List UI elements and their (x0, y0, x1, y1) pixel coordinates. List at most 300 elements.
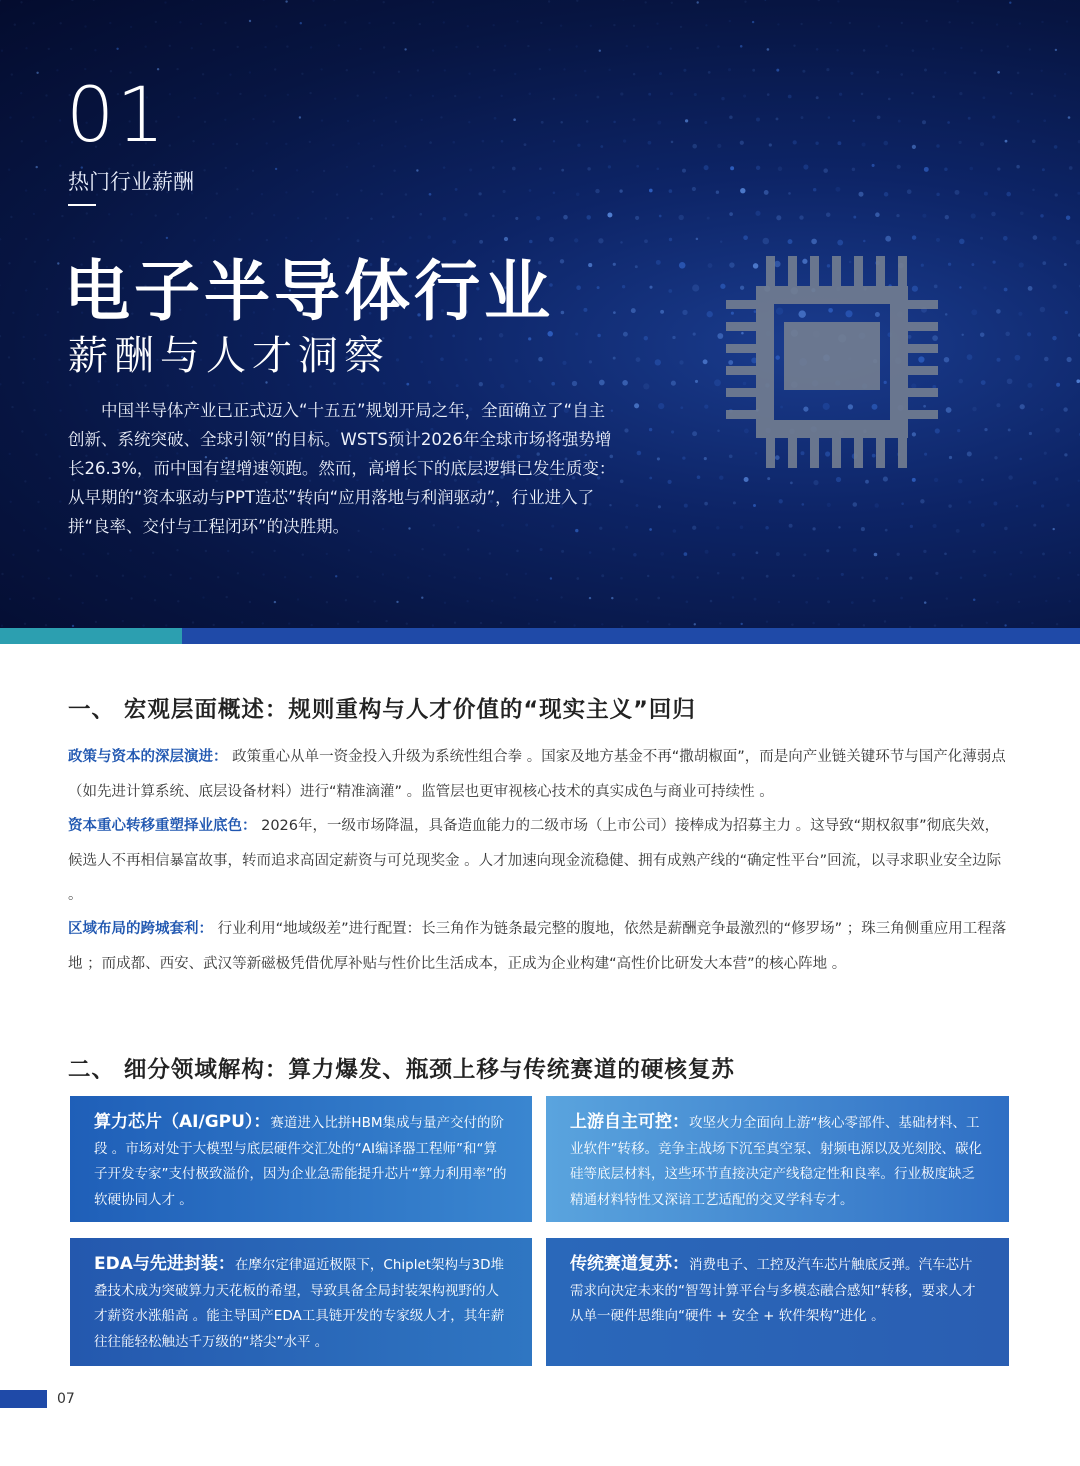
background-dot (480, 622, 482, 624)
background-dot (660, 552, 664, 556)
background-dot (72, 625, 74, 627)
background-dot (301, 73, 303, 75)
background-dot (358, 142, 360, 144)
background-dot (885, 236, 891, 242)
background-dot (636, 165, 639, 168)
background-dot (169, 144, 171, 146)
background-dot (779, 499, 783, 503)
background-dot (540, 548, 543, 551)
card-text: 赛道进入比拼HBM集成与量产交付的阶段 。市场对处于大模型与底层硬件交汇处的“AI编译器工程师”和“算子开发专家”支付极致溢价，因为企业急需能提升芯片“算力利用率”的软硬协同人才 。 (94, 1115, 507, 1208)
background-dot (204, 121, 206, 123)
background-dot (823, 168, 828, 173)
background-dot (590, 25, 592, 27)
background-dot (226, 596, 228, 598)
background-dot (649, 189, 653, 193)
section-label: 热门行业薪酬 (68, 170, 194, 194)
background-dot (538, 357, 543, 362)
background-dot (1017, 72, 1020, 75)
background-dot (884, 192, 889, 197)
background-dot (261, 193, 263, 195)
background-dot (22, 575, 24, 577)
background-dot (443, 166, 446, 169)
background-dot (503, 190, 506, 193)
background-dot (922, 214, 926, 218)
background-dot (622, 0, 624, 1)
background-dot (576, 45, 578, 47)
background-dot (837, 240, 843, 246)
background-dot (744, 477, 749, 482)
background-dot (428, 575, 430, 577)
background-dot (740, 623, 742, 625)
background-dot (467, 548, 469, 550)
background-dot (816, 96, 819, 99)
background-dot (649, 286, 652, 289)
background-dot (813, 188, 816, 191)
background-dot (443, 554, 445, 556)
background-dot (740, 188, 745, 193)
background-dot (288, 622, 290, 624)
background-dot (57, 311, 59, 313)
background-dot (971, 309, 977, 315)
background-dot (179, 21, 181, 23)
background-dot (800, 23, 802, 25)
background-dot (705, 550, 709, 554)
background-dot (464, 213, 467, 216)
background-dot (300, 22, 302, 24)
background-dot (396, 601, 398, 603)
background-dot (264, 46, 266, 48)
background-dot (789, 524, 793, 528)
background-dot (176, 68, 178, 70)
background-dot (623, 332, 628, 337)
background-dot (777, 23, 779, 25)
background-dot (275, 168, 277, 170)
background-dot (45, 140, 47, 142)
background-dot (1020, 404, 1025, 409)
background-dot (649, 528, 652, 531)
background-dot (1052, 236, 1056, 240)
background-dot (285, 143, 287, 145)
background-dot (827, 600, 830, 603)
background-dot (644, 239, 648, 243)
background-dot (302, 554, 304, 556)
background-dot (489, 358, 492, 361)
background-dot (900, 597, 903, 600)
background-dot (1029, 432, 1032, 435)
background-dot (850, 72, 853, 75)
background-dot (286, 45, 288, 47)
background-dot (728, 68, 731, 71)
background-dot (959, 286, 961, 288)
background-dot (813, 480, 818, 485)
background-dot (587, 167, 590, 170)
background-dot (1033, 481, 1037, 485)
background-dot (465, 358, 468, 361)
background-dot (528, 623, 530, 625)
background-dot (936, 144, 939, 147)
background-dot (515, 217, 518, 220)
background-dot (347, 120, 349, 122)
background-dot (635, 216, 639, 220)
background-dot (803, 164, 808, 169)
background-dot (393, 22, 395, 24)
background-dot (86, 212, 88, 214)
background-dot (897, 553, 900, 556)
background-dot (683, 69, 686, 72)
background-dot (981, 523, 985, 527)
background-dot (636, 504, 639, 507)
background-dot (108, 213, 110, 215)
background-dot (608, 69, 611, 72)
background-dot (1, 625, 3, 627)
background-dot (776, 552, 780, 556)
background-dot (24, 480, 26, 482)
card-ai-gpu (70, 1096, 532, 1222)
background-dot (896, 214, 899, 217)
background-dot (370, 551, 372, 553)
background-dot (802, 70, 805, 73)
background-dot (753, 504, 756, 507)
background-dot (717, 144, 721, 148)
background-dot (946, 407, 952, 413)
background-dot (93, 0, 95, 1)
background-dot (697, 1, 699, 3)
background-dot (48, 48, 50, 50)
background-dot (262, 622, 264, 624)
background-dot (1054, 145, 1058, 149)
background-dot (863, 49, 866, 52)
background-dot (577, 144, 580, 147)
background-dot (1063, 407, 1067, 411)
background-dot (910, 525, 913, 528)
background-dot (996, 601, 998, 603)
background-dot (45, 94, 47, 96)
background-dot (981, 380, 986, 385)
background-dot (992, 260, 995, 263)
background-dot (885, 45, 888, 48)
background-dot (192, 621, 194, 623)
background-dot (717, 429, 720, 432)
background-dot (373, 165, 375, 167)
background-dot (812, 622, 815, 625)
background-dot (729, 20, 731, 22)
background-dot (1040, 214, 1043, 217)
background-dot (678, 215, 683, 220)
background-dot (911, 92, 913, 94)
background-dot (778, 601, 780, 603)
background-dot (287, 384, 289, 386)
background-dot (528, 337, 531, 340)
background-dot (901, 22, 903, 24)
background-dot (1054, 94, 1057, 97)
background-dot (20, 92, 22, 94)
background-dot (932, 47, 935, 50)
background-dot (613, 311, 616, 314)
background-dot (766, 575, 769, 578)
paragraph-lead: 资本重心转移重塑择业底色： (68, 818, 257, 834)
background-dot (792, 574, 795, 577)
background-dot (693, 333, 696, 336)
background-dot (398, 71, 400, 73)
background-dot (970, 167, 974, 171)
background-dot (513, 118, 516, 121)
background-dot (504, 45, 506, 47)
background-dot (763, 238, 770, 245)
background-dot (767, 48, 770, 51)
background-dot (680, 406, 683, 409)
background-dot (333, 0, 335, 1)
background-dot (9, 116, 11, 118)
paragraph-text: 2026年，一级市场降温，具备造血能力的二级市场（上市公司）接棒成为招募主力 。这导致“期权叙事”彻底失效，候选人不再相信暴富故事，转而追求高固定薪资与可兑现奖金 。人才加速向现金流稳健、拥有成熟产线的“确定性平台”回流，以寻求职业安全边际 。 (68, 818, 1002, 903)
background-dot (525, 573, 527, 575)
background-dot (811, 239, 817, 245)
card-title: EDA与先进封装： (94, 1254, 235, 1274)
background-dot (669, 189, 673, 193)
background-dot (1041, 504, 1044, 507)
background-dot (673, 529, 677, 533)
background-dot (622, 285, 625, 288)
background-dot (704, 457, 707, 460)
background-dot (1008, 428, 1011, 431)
background-dot (554, 621, 556, 623)
background-dot (1066, 215, 1070, 219)
background-dot (853, 502, 858, 507)
background-dot (239, 93, 241, 95)
background-dot (714, 379, 721, 386)
background-dot (109, 22, 111, 24)
background-dot (656, 167, 659, 170)
background-dot (145, 46, 147, 48)
background-dot (539, 68, 541, 70)
background-dot (394, 554, 396, 556)
section1-heading: 一、 宏观层面概述：规则重构与人才价值的“现实主义”回归 (68, 697, 696, 723)
background-dot (620, 577, 623, 580)
background-dot (539, 167, 542, 170)
background-dot (252, 118, 254, 120)
background-dot (874, 553, 878, 557)
background-dot (454, 576, 456, 578)
background-dot (776, 117, 779, 120)
background-dot (191, 47, 193, 49)
background-dot (265, 381, 267, 383)
background-dot (333, 382, 336, 385)
background-dot (1010, 92, 1013, 95)
background-dot (374, 600, 376, 602)
background-dot (671, 2, 673, 4)
background-dot (636, 357, 641, 362)
background-dot (968, 501, 971, 504)
background-dot (1, 573, 3, 575)
background-dot (275, 25, 277, 27)
background-dot (455, 188, 458, 191)
background-dot (468, 73, 470, 75)
background-dot (346, 166, 348, 168)
background-dot (177, 213, 179, 215)
background-dot (1018, 601, 1020, 603)
background-dot (888, 98, 891, 101)
background-dot (11, 73, 13, 75)
background-dot (611, 597, 613, 599)
background-dot (1029, 48, 1031, 50)
background-dot (512, 167, 516, 171)
background-dot (730, 166, 734, 170)
background-dot (655, 359, 661, 365)
paragraph-policy-capital (68, 740, 1012, 809)
background-dot (752, 69, 755, 72)
accent-band-blue (182, 628, 1080, 644)
background-dot (383, 46, 385, 48)
background-dot (1042, 552, 1045, 555)
background-dot (516, 20, 518, 22)
background-dot (934, 624, 936, 626)
background-dot (359, 48, 361, 50)
background-dot (608, 165, 611, 168)
background-dot (225, 167, 227, 169)
background-dot (684, 552, 688, 556)
background-dot (11, 406, 13, 408)
background-dot (936, 238, 940, 242)
background-dot (694, 623, 696, 625)
background-dot (884, 141, 889, 146)
background-dot (933, 524, 937, 528)
background-dot (984, 192, 988, 196)
background-dot (8, 169, 10, 171)
background-dot (874, 503, 879, 508)
background-dot (527, 45, 529, 47)
background-dot (382, 573, 384, 575)
background-dot (1017, 120, 1020, 123)
background-dot (194, 97, 196, 99)
background-dot (296, 169, 298, 171)
background-dot (37, 549, 39, 551)
background-dot (203, 169, 205, 171)
background-dot (361, 383, 364, 386)
background-dot (1020, 551, 1023, 554)
background-dot (619, 189, 622, 192)
background-dot (788, 95, 792, 99)
background-dot (325, 217, 327, 219)
background-dot (1041, 21, 1043, 23)
background-dot (493, 69, 495, 71)
background-dot (213, 624, 215, 626)
background-dot (1032, 140, 1036, 144)
background-dot (420, 361, 423, 364)
background-dot (1064, 73, 1066, 75)
background-dot (21, 430, 23, 432)
background-dot (419, 23, 421, 25)
background-dot (972, 550, 975, 553)
background-dot (1008, 475, 1012, 479)
background-dot (177, 600, 179, 602)
background-dot (956, 529, 960, 533)
background-dot (980, 237, 983, 240)
background-dot (958, 141, 961, 144)
background-dot (1018, 312, 1022, 316)
background-dot (251, 212, 253, 214)
background-dot (440, 357, 444, 361)
background-dot (685, 119, 688, 122)
background-dot (130, 213, 132, 215)
background-dot (541, 121, 544, 124)
background-dot (920, 499, 924, 503)
background-dot (25, 47, 27, 49)
background-dot (213, 49, 215, 51)
background-dot (647, 46, 649, 48)
page-subtitle: 薪酬与人才洞察 (68, 333, 390, 379)
background-dot (815, 142, 818, 145)
background-dot (82, 553, 84, 555)
background-dot (129, 549, 131, 551)
background-dot (668, 623, 670, 625)
paragraph-lead: 政策与资本的深层演进： (68, 749, 228, 765)
background-dot (563, 68, 565, 70)
background-dot (37, 314, 39, 316)
background-dot (326, 601, 328, 603)
background-dot (170, 574, 172, 576)
background-dot (71, 0, 73, 1)
background-dot (968, 117, 971, 120)
background-dot (961, 334, 963, 336)
background-dot (548, 0, 550, 2)
background-dot (769, 143, 772, 146)
background-dot (405, 193, 408, 196)
background-dot (649, 428, 652, 431)
background-dot (574, 238, 578, 242)
background-dot (598, 238, 603, 243)
background-dot (528, 380, 531, 383)
background-dot (406, 623, 408, 625)
background-dot (648, 93, 651, 96)
background-dot (912, 235, 916, 239)
background-dot (586, 215, 591, 220)
background-dot (960, 576, 963, 579)
background-dot (309, 92, 311, 94)
background-dot (633, 553, 637, 557)
background-dot (1004, 288, 1008, 292)
background-dot (540, 22, 542, 24)
background-dot (600, 145, 603, 148)
background-dot (0, 383, 2, 385)
background-dot (560, 25, 562, 27)
background-dot (958, 479, 962, 483)
background-dot (1040, 307, 1046, 313)
background-dot (755, 211, 760, 216)
background-dot (273, 120, 275, 122)
background-dot (421, 597, 423, 599)
background-dot (154, 599, 156, 601)
background-dot (649, 477, 652, 480)
background-dot (909, 577, 912, 580)
background-dot (817, 577, 820, 580)
background-dot (647, 621, 649, 623)
background-dot (142, 624, 144, 626)
background-dot (657, 597, 660, 600)
background-dot (692, 526, 696, 530)
background-dot (370, 218, 373, 221)
background-dot (944, 357, 950, 363)
background-dot (297, 217, 299, 219)
background-dot (381, 144, 383, 146)
background-dot (1027, 332, 1031, 336)
background-dot (971, 22, 973, 24)
background-dot (1057, 577, 1060, 580)
background-dot (406, 383, 409, 386)
background-dot (9, 598, 11, 600)
background-dot (967, 452, 972, 457)
background-dot (637, 451, 642, 456)
background-dot (993, 502, 997, 506)
background-dot (59, 119, 61, 121)
